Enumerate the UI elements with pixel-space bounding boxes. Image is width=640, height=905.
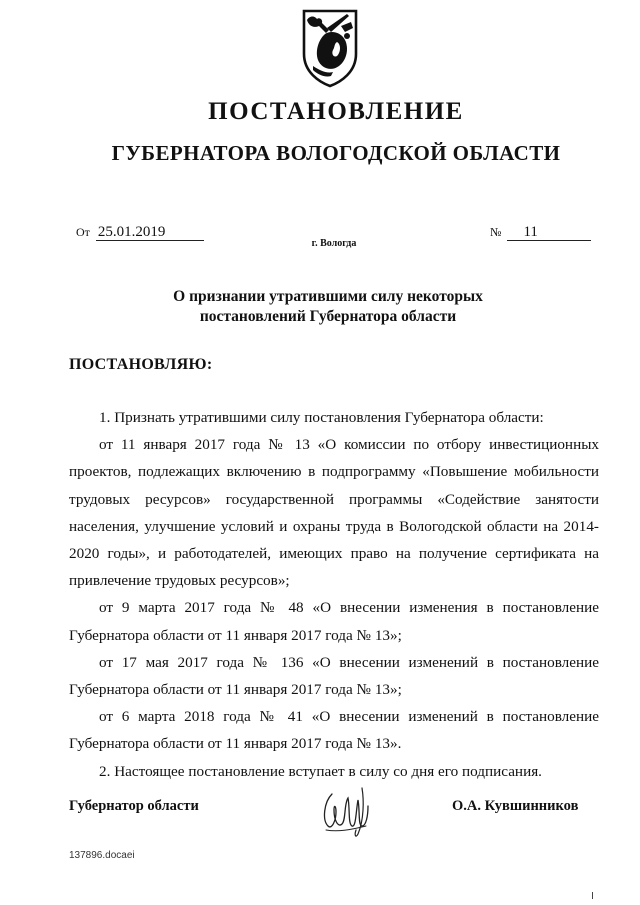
- subject-line-2: постановлений Губернатора области: [199, 308, 457, 325]
- paragraph-item-1: 1. Признать утратившими силу постановления Губернатора области:: [99, 409, 544, 426]
- paragraph-item-2: 2. Настоящее постановление вступает в силу со дня его подписания.: [99, 762, 542, 780]
- vologda-coat-of-arms-icon: [301, 8, 359, 88]
- decree-word: ПОСТАНОВЛЯЮ:: [69, 356, 213, 373]
- document-title: ПОСТАНОВЛЕНИЕ: [208, 98, 464, 125]
- city-label: г. Вологда: [311, 238, 357, 249]
- file-id: 137896.docaei: [69, 850, 135, 861]
- document-number: 11: [507, 224, 591, 241]
- paragraph-decree-13: от 11 января 2017 года № 13 «О комиссии по отбору инвестиционных проектов, подлежащих включению в подпрограмму «Повышение мобильности трудовых ресурсов» государственной программы «Содействие занятости населения, улучшение условий и охраны труда в Вологодской области на 2014-2020 годы», и работодателей, имеющих право на получение сертификата на привлечение трудовых ресурсов»;: [69, 436, 599, 590]
- date-prefix: От: [76, 225, 90, 239]
- paragraph-decree-48: от 9 марта 2017 года № 48 «О внесении изменения в постановление Губернатора области от 11 января 2017 года № 13»;: [69, 599, 599, 644]
- document-date: 25.01.2019: [96, 224, 204, 241]
- paragraph-decree-136: от 17 мая 2017 года № 136 «О внесении изменений в постановление Губернатора области от 11 января 2017 года № 13»;: [69, 653, 599, 699]
- signer-post: Губернатор области: [69, 798, 199, 814]
- paragraph-decree-41: от 6 марта 2018 года № 41 «О внесении изменений в постановление Губернатора области от 11 января 2017 года № 13».: [69, 708, 599, 753]
- document-body: [69, 404, 599, 785]
- document-subtitle: ГУБЕРНАТОРА ВОЛОГОДСКОЙ ОБЛАСТИ: [111, 141, 561, 165]
- number-prefix: №: [490, 225, 502, 239]
- subject-line-1: О признании утратившими силу некоторых: [173, 288, 483, 305]
- signer-name: О.А. Кувшинников: [452, 798, 579, 814]
- handwritten-signature-icon: [318, 780, 378, 842]
- scan-edge-mark: [592, 892, 593, 899]
- document-subject: [0, 287, 640, 327]
